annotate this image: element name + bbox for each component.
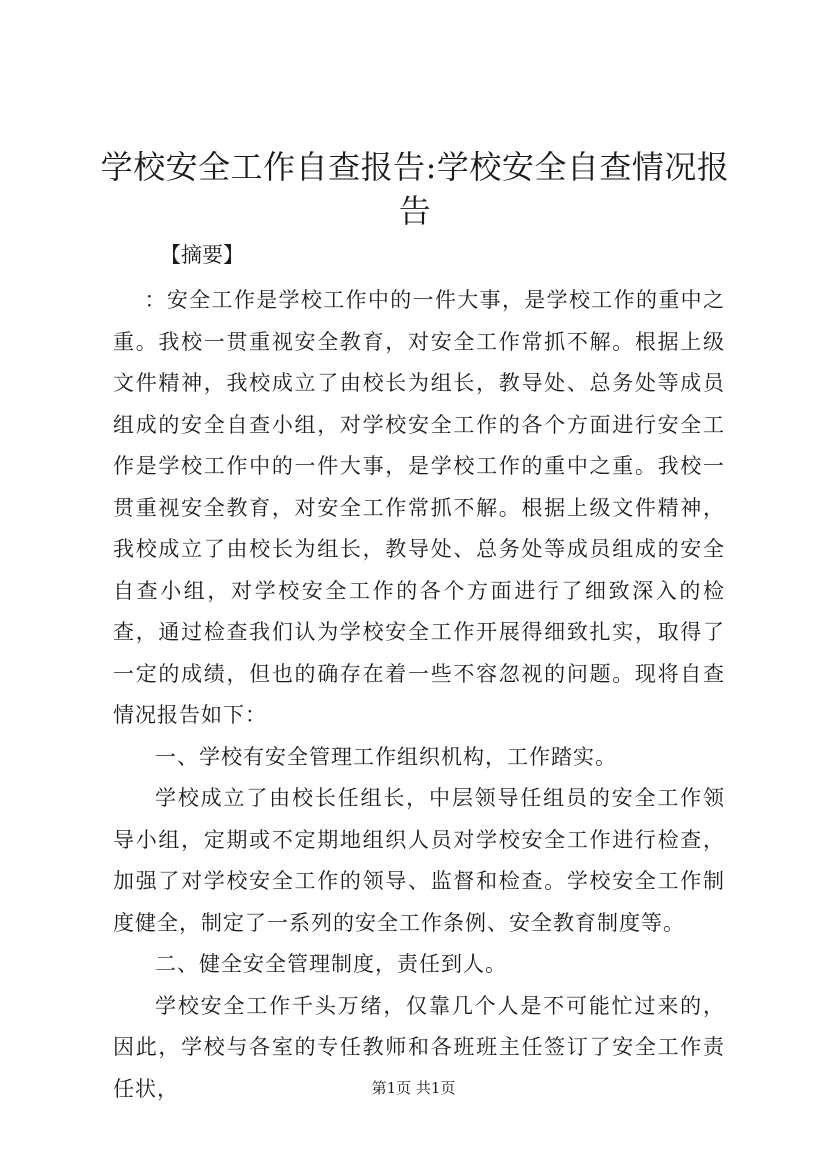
abstract-paragraph: ：安全工作是学校工作中的一件大事，是学校工作的重中之重。我校一贯重视安全教育，对安全工作常抓不解。根据上级文件精神，我校成立了由校长为组长，教导处、总务处等成员组成的安全自查小组，对学校安全工作的各个方面进行安全工作是学校工作中的一件大事，是学校工作的重中之重。我校一贯重视安全教育，对安全工作常抓不解。根据上级文件精神，我校成立了由校长为组长，教导处、总务处等成员组成的安全自查小组，对学校安全工作的各个方面进行了细致深入的检查，通过检查我们认为学校安全工作开展得细致扎实，取得了一定的成绩，但也的确存在着一些不容忽视的问题。现将自查情况报告如下： (113, 288, 725, 727)
section-heading-2: 二、健全安全管理制度，责任到人。 (155, 952, 507, 976)
section-heading-1: 一、学校有安全管理工作组织机构，工作踏实。 (155, 744, 617, 769)
body-paragraph: 学校安全工作千头万绪，仅靠几个人是不可能忙过来的，因此，学校与各室的专任教师和各班班主任签订了安全工作责任状， (113, 993, 725, 1101)
abstract-label: 【摘要】 (160, 243, 244, 267)
document-body (113, 280, 725, 1110)
body-paragraph: 学校成立了由校长任组长，中层领导任组员的安全工作领导小组，定期或不定期地组织人员对学校安全工作进行检查，加强了对学校安全工作的领导、监督和检查。学校安全工作制度健全，制定了一系列的安全工作条例、安全教育制度等。 (113, 786, 725, 935)
page-footer: 第1页 共1页 (371, 1079, 456, 1097)
document-title: 学校安全工作自查报告:学校安全自查情况报告 (100, 148, 730, 230)
